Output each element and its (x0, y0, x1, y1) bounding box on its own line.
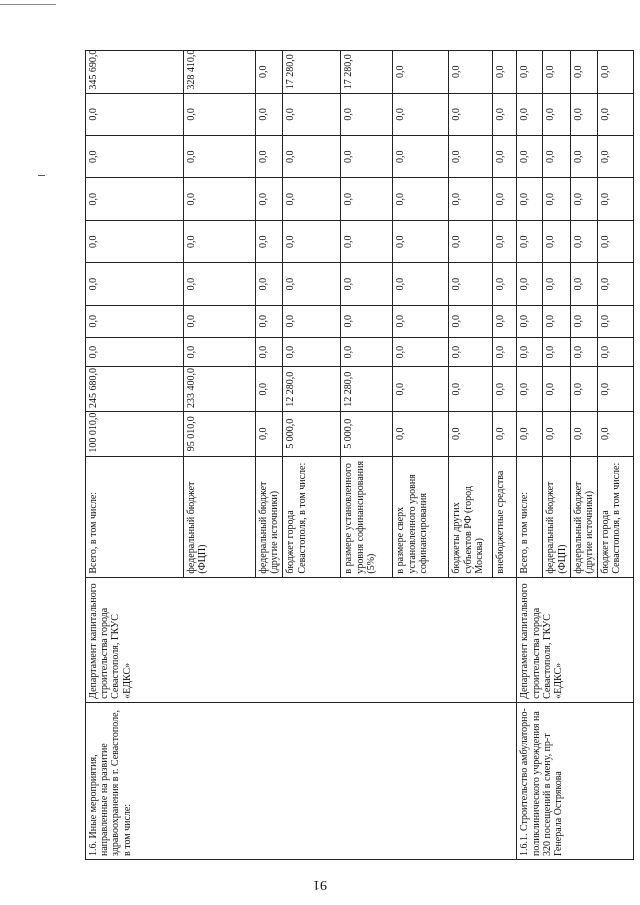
amount-cell: 0,0 (86, 337, 184, 367)
amount-cell: 0,0 (570, 220, 597, 262)
amount-cell: 0,0 (86, 178, 184, 220)
amount-cell: 0,0 (493, 51, 517, 94)
amount-cell: 0,0 (393, 136, 449, 178)
amount-cell: 0,0 (256, 305, 283, 337)
amount-cell: 0,0 (86, 263, 184, 305)
amount-cell: 0,0 (517, 178, 543, 220)
page-number: 91 (313, 877, 327, 892)
amount-cell: 0,0 (283, 337, 341, 367)
amount-cell: 0,0 (493, 178, 517, 220)
amount-cell: 0,0 (493, 136, 517, 178)
budget-table-body (86, 51, 634, 860)
amount-cell: 0,0 (517, 220, 543, 262)
amount-cell: 0,0 (570, 412, 597, 457)
section-row (86, 51, 184, 860)
amount-cell: 0,0 (598, 178, 634, 220)
funding-source-label: федеральный бюджет (ФЦП) (184, 456, 256, 577)
amount-cell: 5 000,0 (341, 412, 393, 457)
margin-mark (38, 175, 45, 176)
amount-cell: 0,0 (543, 367, 570, 412)
amount-cell: 0,0 (570, 93, 597, 135)
amount-cell: 0,0 (517, 51, 543, 94)
amount-cell: 0,0 (517, 93, 543, 135)
funding-source-label: федеральный бюджет (другие источники) (256, 456, 283, 577)
amount-cell: 0,0 (493, 93, 517, 135)
subsection-row (517, 51, 543, 860)
amount-cell: 0,0 (86, 136, 184, 178)
amount-cell: 0,0 (517, 305, 543, 337)
amount-cell: 17 280,0 (283, 51, 341, 94)
amount-cell: 0,0 (393, 263, 449, 305)
funding-source-label: Всего, в том числе: (517, 456, 543, 577)
amount-cell: 0,0 (256, 337, 283, 367)
amount-cell: 0,0 (86, 220, 184, 262)
funding-source-label: бюджеты других субъектов РФ (город Москва) (449, 456, 493, 577)
amount-cell: 0,0 (543, 93, 570, 135)
amount-cell: 0,0 (184, 136, 256, 178)
subsection-title: 1.6.1. Строительство амбулаторно-поликлинического учреждения на 320 посещений в смену, пр-т Генерала Острякова (517, 702, 634, 859)
amount-cell: 0,0 (598, 412, 634, 457)
amount-cell: 0,0 (598, 136, 634, 178)
amount-cell: 0,0 (570, 136, 597, 178)
amount-cell: 0,0 (449, 93, 493, 135)
amount-cell: 0,0 (493, 367, 517, 412)
amount-cell: 0,0 (341, 178, 393, 220)
funding-source-label: федеральный бюджет (другие источники) (570, 456, 597, 577)
amount-cell: 0,0 (570, 367, 597, 412)
amount-cell: 0,0 (283, 136, 341, 178)
amount-cell: 0,0 (449, 412, 493, 457)
amount-cell: 0,0 (341, 305, 393, 337)
amount-cell: 0,0 (570, 305, 597, 337)
amount-cell: 0,0 (449, 305, 493, 337)
amount-cell: 0,0 (283, 178, 341, 220)
amount-cell: 0,0 (517, 136, 543, 178)
amount-cell: 0,0 (493, 263, 517, 305)
amount-cell: 5 000,0 (283, 412, 341, 457)
amount-cell: 0,0 (86, 93, 184, 135)
amount-cell: 0,0 (86, 305, 184, 337)
amount-cell: 0,0 (393, 178, 449, 220)
amount-cell: 0,0 (598, 93, 634, 135)
amount-cell: 17 280,0 (341, 51, 393, 94)
amount-cell: 0,0 (184, 337, 256, 367)
funding-source-label: в размере установленного уровня софинансирования (5%) (341, 456, 393, 577)
amount-cell: 0,0 (493, 305, 517, 337)
amount-cell: 0,0 (184, 220, 256, 262)
funding-source-label: федеральный бюджет (ФЦП) (543, 456, 570, 577)
amount-cell: 0,0 (517, 337, 543, 367)
amount-cell: 0,0 (256, 220, 283, 262)
section-title: 1.6. Иные мероприятия, направленные на развитие здравоохранения в г. Севастополе, в том числе: (86, 702, 517, 859)
funding-source-label: внебюджетные средства (493, 456, 517, 577)
amount-cell: 0,0 (341, 337, 393, 367)
amount-cell: 0,0 (341, 136, 393, 178)
amount-cell: 12 280,0 (341, 367, 393, 412)
amount-cell: 0,0 (517, 412, 543, 457)
amount-cell: 0,0 (543, 337, 570, 367)
amount-cell: 0,0 (184, 93, 256, 135)
amount-cell: 0,0 (393, 367, 449, 412)
amount-cell: 0,0 (598, 263, 634, 305)
amount-cell: 0,0 (598, 337, 634, 367)
amount-cell: 233 400,0 (184, 367, 256, 412)
amount-cell: 0,0 (393, 305, 449, 337)
amount-cell: 0,0 (598, 367, 634, 412)
budget-table (85, 50, 634, 860)
amount-cell: 0,0 (256, 412, 283, 457)
amount-cell: 0,0 (256, 51, 283, 94)
amount-cell: 0,0 (256, 367, 283, 412)
amount-cell: 0,0 (256, 263, 283, 305)
amount-cell: 345 690,0 (86, 51, 184, 94)
amount-cell: 0,0 (598, 51, 634, 94)
amount-cell: 0,0 (283, 305, 341, 337)
amount-cell: 0,0 (341, 93, 393, 135)
amount-cell: 0,0 (543, 220, 570, 262)
corner-rule (0, 4, 56, 5)
amount-cell: 0,0 (449, 51, 493, 94)
amount-cell: 0,0 (449, 367, 493, 412)
funding-source-label: бюджет города Севастополя, в том числе: (598, 456, 634, 577)
amount-cell: 0,0 (493, 412, 517, 457)
amount-cell: 0,0 (393, 337, 449, 367)
amount-cell: 0,0 (493, 220, 517, 262)
amount-cell: 0,0 (184, 305, 256, 337)
amount-cell: 0,0 (449, 220, 493, 262)
amount-cell: 0,0 (184, 178, 256, 220)
amount-cell: 0,0 (598, 305, 634, 337)
amount-cell: 0,0 (517, 263, 543, 305)
amount-cell: 0,0 (543, 305, 570, 337)
amount-cell: 0,0 (449, 178, 493, 220)
subsection-executor: Департамент капитального строительства города Севастополя, ГКУС «ЕДКС» (517, 577, 634, 702)
amount-cell: 0,0 (341, 263, 393, 305)
amount-cell: 0,0 (393, 93, 449, 135)
amount-cell: 0,0 (283, 93, 341, 135)
amount-cell: 0,0 (283, 263, 341, 305)
amount-cell: 0,0 (393, 51, 449, 94)
amount-cell: 0,0 (543, 178, 570, 220)
amount-cell: 12 280,0 (283, 367, 341, 412)
amount-cell: 0,0 (570, 337, 597, 367)
amount-cell: 0,0 (570, 51, 597, 94)
rotated-table-frame (85, 49, 623, 860)
amount-cell: 100 010,0 (86, 412, 184, 457)
amount-cell: 0,0 (543, 136, 570, 178)
amount-cell: 0,0 (517, 367, 543, 412)
section-executor: Департамент капитального строительства города Севастополя, ГКУС «ЕДКС» (86, 577, 517, 702)
amount-cell: 0,0 (341, 220, 393, 262)
amount-cell: 0,0 (256, 93, 283, 135)
amount-cell: 328 410,0 (184, 51, 256, 94)
amount-cell: 0,0 (543, 51, 570, 94)
funding-source-label: в размере сверх установленного уровня софинансирования (393, 456, 449, 577)
amount-cell: 0,0 (543, 412, 570, 457)
amount-cell: 95 010,0 (184, 412, 256, 457)
amount-cell: 0,0 (449, 263, 493, 305)
amount-cell: 0,0 (184, 263, 256, 305)
amount-cell: 0,0 (543, 263, 570, 305)
amount-cell: 0,0 (256, 136, 283, 178)
amount-cell: 0,0 (256, 178, 283, 220)
funding-source-label: Всего, в том числе: (86, 456, 184, 577)
amount-cell: 0,0 (393, 220, 449, 262)
amount-cell: 0,0 (493, 337, 517, 367)
funding-source-label: бюджет города Севастополя, в том числе: (283, 456, 341, 577)
amount-cell: 0,0 (393, 412, 449, 457)
amount-cell: 0,0 (449, 136, 493, 178)
amount-cell: 0,0 (570, 178, 597, 220)
amount-cell: 0,0 (283, 220, 341, 262)
amount-cell: 0,0 (598, 220, 634, 262)
amount-cell: 0,0 (449, 337, 493, 367)
amount-cell: 0,0 (570, 263, 597, 305)
amount-cell: 245 680,0 (86, 367, 184, 412)
